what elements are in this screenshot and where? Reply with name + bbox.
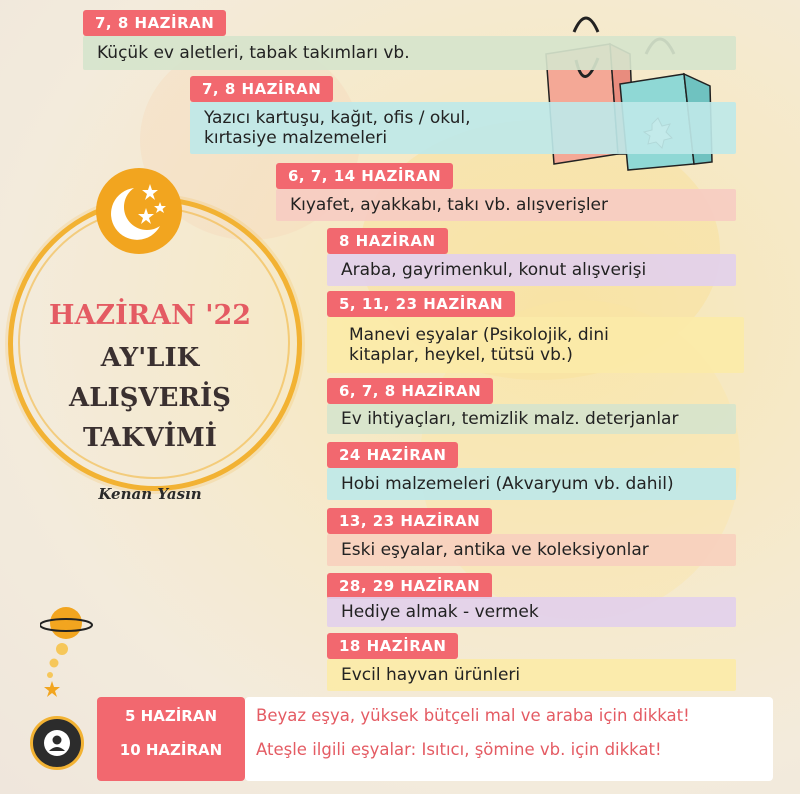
entry-date-tag: 18 HAZİRAN	[327, 633, 458, 659]
title-line-3: ALIŞVERİŞ	[69, 383, 231, 413]
entry-date-tag: 7, 8 HAZİRAN	[190, 76, 333, 102]
entry-date-tag: 5, 11, 23 HAZİRAN	[327, 291, 515, 317]
entry-text: Yazıcı kartuşu, kağıt, ofis / okul,	[204, 108, 471, 128]
entry-text: Hediye almak - vermek	[341, 602, 539, 622]
entry-text: Kıyafet, ayakkabı, takı vb. alışverişler	[290, 195, 608, 215]
entry-description	[327, 659, 736, 691]
entry-description	[327, 254, 736, 286]
entry-description	[327, 404, 736, 434]
title-line-2: AY'LIK	[100, 343, 200, 373]
entry-description	[327, 534, 736, 566]
entry-text: Ev ihtiyaçları, temizlik malz. deterjanlar	[341, 409, 679, 429]
warning-date: 10 HAZİRAN	[119, 741, 223, 759]
entry-description	[276, 189, 736, 221]
moon-stars-icon	[96, 168, 182, 254]
entry-description	[190, 102, 736, 154]
entry-text: Hobi malzemeleri (Akvaryum vb. dahil)	[341, 474, 674, 494]
entry-date-tag: 13, 23 HAZİRAN	[327, 508, 492, 534]
planet-icon	[40, 605, 100, 709]
warning-date: 5 HAZİRAN	[125, 707, 217, 725]
entry-text: Manevi eşyalar (Psikolojik, dini	[349, 325, 609, 345]
warning-text: Ateşle ilgili eşyalar: Isıtıcı, şömine vb. için dikkat!	[256, 740, 662, 759]
entry-date-tag: 6, 7, 8 HAZİRAN	[327, 378, 493, 404]
entry-date-tag: 28, 29 HAZİRAN	[327, 573, 492, 599]
user-icon	[43, 729, 71, 757]
entry-date-tag: 8 HAZİRAN	[327, 228, 448, 254]
entry-text: kitaplar, heykel, tütsü vb.)	[349, 345, 573, 365]
entry-date-tag: 24 HAZİRAN	[327, 442, 458, 468]
entry-description	[327, 317, 744, 373]
entry-date-tag: 7, 8 HAZİRAN	[83, 10, 226, 36]
warning-text: Beyaz eşya, yüksek bütçeli mal ve araba için dikkat!	[256, 706, 690, 725]
entry-text: Eski eşyalar, antika ve koleksiyonlar	[341, 540, 649, 560]
entry-description	[327, 468, 736, 500]
user-profile-button[interactable]	[30, 716, 84, 770]
entry-description	[83, 36, 736, 70]
entry-text: Küçük ev aletleri, tabak takımları vb.	[97, 43, 410, 63]
title-month: HAZİRAN '22	[48, 300, 252, 331]
author-signature: Kenan Yasın	[98, 485, 202, 503]
entry-text: Araba, gayrimenkul, konut alışverişi	[341, 260, 647, 280]
entry-text: kırtasiye malzemeleri	[204, 128, 388, 148]
entry-text: Evcil hayvan ürünleri	[341, 665, 521, 685]
entry-description	[327, 597, 736, 627]
title-line-4: TAKVİMİ	[83, 423, 217, 453]
entry-date-tag: 6, 7, 14 HAZİRAN	[276, 163, 453, 189]
